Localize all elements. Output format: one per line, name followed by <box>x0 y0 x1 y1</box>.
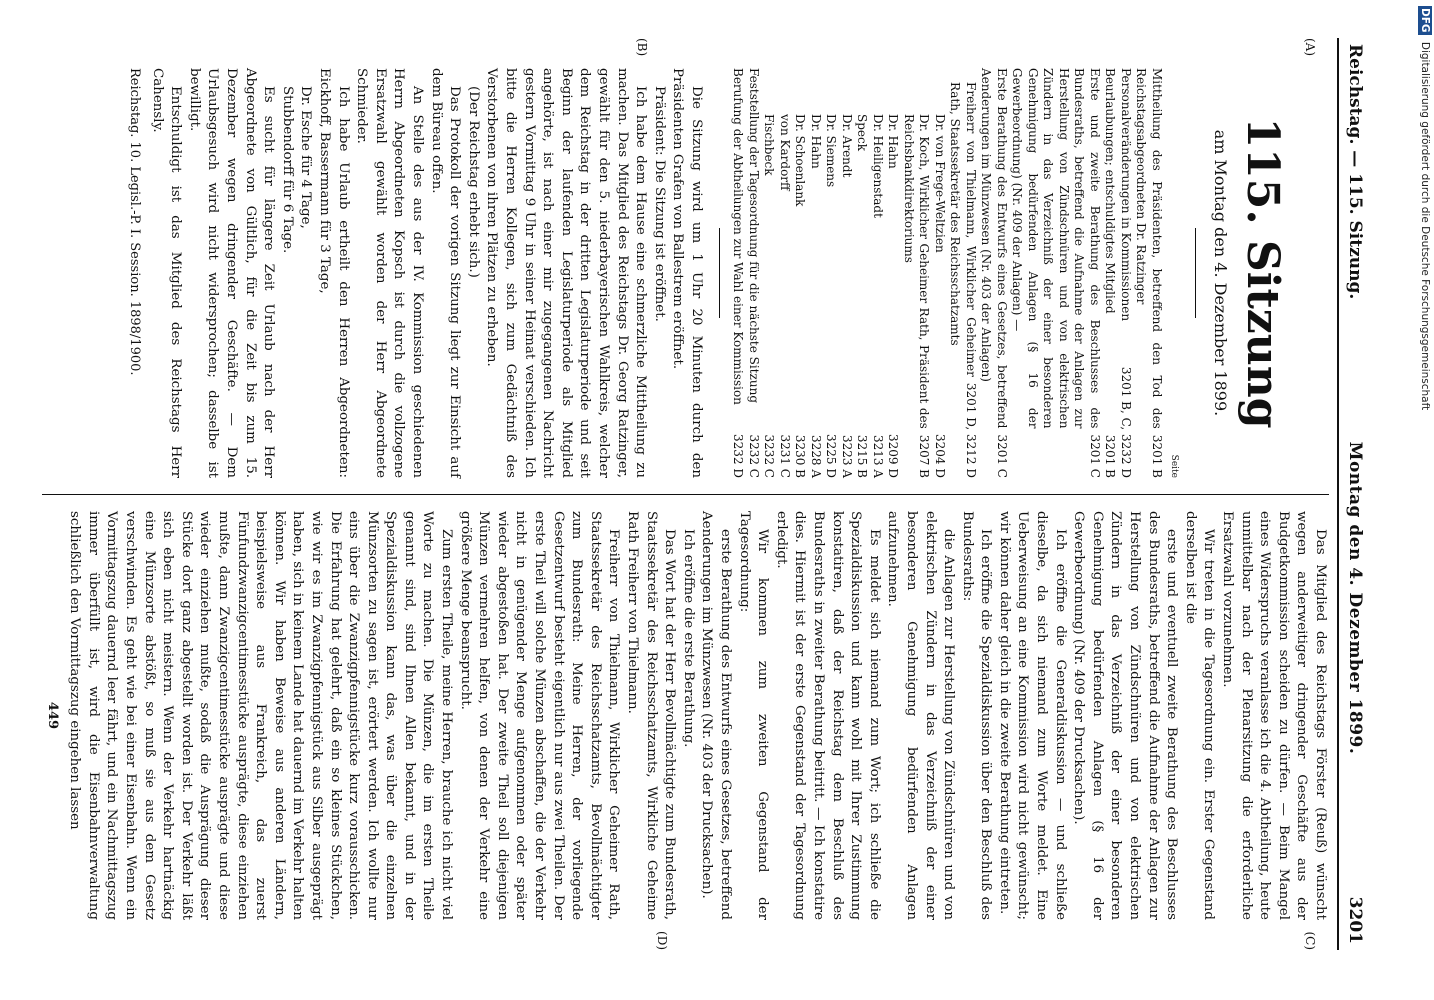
margin-marker-c: (C) <box>1303 931 1317 950</box>
toc-entry-title: von Kardorff <box>777 114 792 191</box>
dfg-logo: DFG <box>1419 8 1431 33</box>
toc-entry-page: 3201 C <box>994 434 1009 478</box>
toc-entry <box>1009 68 1102 478</box>
toc-entry <box>1133 68 1164 478</box>
toc-entry <box>823 68 839 478</box>
toc-entry-page: 3204 D <box>932 434 947 478</box>
toc-entry-page: 3209 D <box>886 434 901 478</box>
body-paragraph: Ich eröffne die Spezialdiskussion über den Beschluß des Bundesraths: <box>959 511 994 920</box>
body-paragraph: erste und eventuell zweite Berathung des Beschlusses des Bundesraths, betreffend die Aufnahme der Anlagen zur Herstellung von Zündschnüren und von elektrischen Zündern in das Verzeichniß der einer besonderen Genehmigung bedürfenden Anlagen (§ 16 der Gewerbeordnung) (Nr. 409 der Drucksachen). <box>1071 511 1180 920</box>
toc-entry-page: 3232 D <box>731 434 746 478</box>
body-paragraph: Dr. Esche für 4 Tage, <box>298 86 314 229</box>
toc-entry <box>1102 68 1118 478</box>
body-paragraph: Es meldet sich niemand zum Wort; ich schließe die Spezialdiskussion und kann wohl mit Ihrer Zustimmung konstatiren, daß der Reichstag dem Beschluß des Bundesraths in zweiter Berathung beitritt. — Ich konstatire dies. Hiermit ist der erste Gegenstand der Tagesordnung erledigt. <box>773 511 882 920</box>
page-header <box>1337 38 1365 950</box>
body-paragraph: Das Protokoll der vorigen Sitzung liegt zur Einsicht auf dem Büreau offen. <box>428 68 463 478</box>
body-paragraph: Das Mitglied des Reichstags Förster (Reuß) wünscht wegen anderweitiger dringender Geschäfte aus der Budgetkommission scheiden zu dürfen. — Beim Mangel eines Widerspruchs veranlasse ich die 4. Abtheilung, heute unmittelbar nach der Plenarsitzung die erforderliche Ersatzwahl vorzunehmen. <box>1220 511 1328 920</box>
body-paragraph: Entschuldigt ist das Mitglied des Reichstags Herr Cahensly. <box>149 68 184 478</box>
toc-entry-title: Mittheilung des Präsidenten, betreffend den Tod des Reichstagsabgeordneten Dr. Ratzinger <box>1134 68 1164 429</box>
toc-entry-title: Beurlaubungen; entschuldigtes Mitglied <box>1103 68 1118 314</box>
toc-entry <box>807 68 823 478</box>
right-column <box>42 494 1329 950</box>
toc-entry <box>838 68 854 478</box>
toc-entry-title: Dr. Schoenlank <box>793 114 808 207</box>
toc-entry-title: Freiherr von Thielmann, Wirklicher Geheimer Rath, Staatssekretär des Reichsschatzamts <box>948 82 978 377</box>
toc-entry-title: Dr. Heiligenstadt <box>870 114 885 218</box>
body-paragraph: Ich eröffne die erste Berathung. <box>680 529 696 748</box>
margin-marker-b: (B) <box>635 38 649 57</box>
toc-entry-title: Speck <box>855 114 870 151</box>
toc-entry-title: Erste Berathung des Entwurfs eines Gesetzes, betreffend Aenderungen im Münzwesen (Nr. 403 der Anlagen) <box>979 68 1009 429</box>
toc-entry-page: 3201 B <box>1149 434 1164 478</box>
toc-entry-page: 3225 D <box>824 434 839 478</box>
toc-divider <box>719 228 720 318</box>
toc-entry-title: Dr. Arendt <box>839 114 854 178</box>
toc-entry-page: 3232 C <box>762 434 777 478</box>
toc-entry-title: Berufung der Abtheilungen zur Wahl einer Kommission <box>731 68 746 405</box>
toc-seite-label: Seite <box>1169 454 1180 478</box>
session-title: 115. Sitzung <box>1237 117 1288 429</box>
toc-entry-title: Dr. Koch, Wirklicher Geheimer Rath, Präsident des Reichsbankdirektoriums <box>901 114 932 429</box>
toc-entry-title: Erste und zweite Berathung des Beschlusses des Bundesraths, betreffend die Aufnahme der Anlagen zur Herstellung von Zündschnüren und von elektrischen Zündern in das Verzeichniß der einer besonderen Genehmigung bedürfenden Anlagen (§ 16 der Gewerbeordnung) (Nr. 409 der Anlagen) — <box>1010 68 1102 429</box>
body-paragraph: Ich habe Urlaub ertheilt den Herren Abgeordneten: Eickhoff, Bassermann für 3 Tage, <box>317 68 351 478</box>
toc-entry <box>745 68 761 478</box>
header-center: Montag den 4. Dezember 1899. <box>1345 441 1365 755</box>
body-paragraph: Zum ersten Theile, meine Herren, brauche ich nicht viel Worte zu machen. Die Münzen, die im ersten Theile genannt sind, sind Ihnen Allen bekannt, und in der Spezialdiskussion kann das, was über die einzelnen Münzsorten zu sagen ist, erörtert werden. Ich wollte nur eins über die Zwanzigpfennigstücke kurz vorausschicken. Die Erfahrung hat gelehrt, daß ein so kleines Stückchen, wie wir es im Zwanzigpfennigstück aus Silber ausgeprägt haben, sich in keinem Lande hat dauernd im Verkehr halten können. Wir haben Beweise aus anderen Ländern, beispielsweise aus Frankreich, das zuerst Fünfundzwanzigcentimesstücke ausprägte, diese einziehen mußte, dann Zwanzigcentimesstücke ausprägte und diese wieder einziehen mußte, sodaß die Ausprägung dieser Stücke dort ganz abgestellt worden ist. Der Verkehr läßt sich eben nicht meistern. Wenn der Verkehr hartnäckig eine Münzsorte abstößt, so muß sie aus dem Gesetz verschwinden. Es geht wie bei einer Eisenbahn. Wenn ein Vormittagszug dauernd leer fährt, und ein Nachmittagszug immer überfüllt ist, wird die Eisenbahnverwaltung schließlich den Vormittagszug eingehen lassen <box>67 511 455 920</box>
toc-entry-page: 3201 C <box>1087 434 1102 478</box>
toc-entry <box>900 68 931 478</box>
sheet-number: 449 <box>44 701 60 730</box>
toc-entry <box>854 68 870 478</box>
toc-entry-page: 3232 C <box>746 434 761 478</box>
body-paragraph: Es sucht für längere Zeit Urlaub nach der Herr Abgeordnete von Gültlich, für die Zeit bis zum 15. Dezember wegen dringender Geschäfte. — Dem Urlaubsgesuch wird nicht widersprochen; dasselbe ist bewilligt. <box>186 68 277 478</box>
toc-entry <box>761 68 777 478</box>
toc-entry-page: 3207 B <box>917 434 932 478</box>
toc-entry-page: 3223 A <box>839 434 854 478</box>
toc-entry-title: Dr. Hahn <box>886 114 901 169</box>
toc-entry-page: 3201 B, C, 3232 D <box>1118 366 1133 478</box>
title-divider <box>1195 228 1196 318</box>
digitization-text: Digitalisierung gefördert durch die Deutsche Forschungsgemeinschaft <box>1419 41 1431 411</box>
toc-entry-title: Fischbeck <box>762 114 777 176</box>
toc-entry <box>931 68 947 478</box>
toc-entry-title: Dr. Siemens <box>824 114 839 188</box>
toc-entry-title: Feststellung der Tagesordnung für die nächste Sitzung <box>746 68 761 404</box>
toc-entry-page: 3228 A <box>808 434 823 478</box>
toc-entry-title: Dr. von Frege-Weltzien <box>932 114 947 253</box>
toc-entry <box>869 68 885 478</box>
body-paragraph: erste Berathung des Entwurfs eines Gesetzes, betreffend Aenderungen im Münzwesen (Nr. 403 der Drucksachen). <box>699 511 733 920</box>
toc-entry-page: 3201 B <box>1103 434 1118 478</box>
body-paragraph: (Der Reichstag erhebt sich.) <box>465 86 481 278</box>
left-column <box>42 38 1329 494</box>
body-paragraph: Wir kommen zum zweiten Gegenstand der Tagesordnung: <box>736 511 771 920</box>
document-page <box>0 4 1395 984</box>
body-paragraph: An Stelle des aus der IV. Kommission geschiedenen Herrn Abgeordneten Kopsch ist durch die vollzogene Ersatzwahl gewählt worden der Herr Abgeordnete Schmieder. <box>354 68 425 478</box>
toc-entry-page: 3231 C <box>777 434 792 478</box>
body-paragraph: Ich eröffne die Generaldiskussion — und schließe dieselbe, da sich niemand zum Worte meldet. Eine Ueberweisung an eine Kommission wird nicht gewünscht; wir können daher gleich in die zweite Berathung eintreten. <box>996 511 1068 920</box>
body-paragraph: Das Wort hat der Herr Bevollmächtigte zum Bundesrath, Staatssekretär des Reichsschatzamts, Wirkliche Geheime Rath Freiherr von Thielmann. <box>625 511 678 920</box>
two-column-body <box>42 38 1329 950</box>
left-paragraphs <box>147 68 705 478</box>
margin-marker-d: (D) <box>655 931 669 950</box>
session-subtitle: am Montag den 4. Dezember 1899. <box>1211 129 1230 417</box>
table-of-contents <box>730 68 1182 478</box>
digitization-note <box>1418 6 1432 726</box>
body-paragraph: Präsident: Die Sitzung ist eröffnet. <box>651 86 667 322</box>
body-paragraph: Die Sitzung wird um 1 Uhr 20 Minuten durch den Präsidenten Grafen von Ballestrem eröffnet. <box>670 68 704 478</box>
toc-entry-page: 3230 B <box>793 434 808 478</box>
toc-entry <box>792 68 808 478</box>
toc-entry-page: 3213 A <box>870 434 885 478</box>
toc-entry-page: 3215 B <box>855 434 870 478</box>
toc-entry <box>776 68 792 478</box>
toc-entry <box>947 68 978 478</box>
toc-entry <box>885 68 901 478</box>
margin-marker-a: (A) <box>1303 38 1317 57</box>
toc-entry-title: Personalveränderungen in Kommissionen <box>1118 68 1133 322</box>
toc-entry-page: 3201 D, 3212 D <box>963 382 978 478</box>
toc-entry-title: Dr. Hahn <box>808 114 823 169</box>
toc-entry <box>730 68 746 478</box>
page-footer: Reichstag. 10. Legisl.-P. I. Session. 1898/1900. <box>127 68 143 376</box>
body-paragraph: Wir treten in die Tagesordnung ein. Erster Gegenstand derselben ist die <box>1182 511 1217 920</box>
right-paragraphs <box>65 511 1329 920</box>
toc-rows <box>730 68 1164 478</box>
toc-entry <box>1117 68 1133 478</box>
body-paragraph: Stubbendorff für 6 Tage. <box>279 86 295 254</box>
toc-entry <box>978 68 1009 478</box>
header-page-number: 3201 <box>1345 896 1365 944</box>
body-paragraph: Ich habe dem Hause eine schmerzliche Mittheilung zu machen. Das Mitglied des Reichstags Dr. Georg Ratzinger, gewählt für den 5. niederbayerischen Wahlkreis, welcher dem Reichstag in der dritten Legislaturperiode und seit Beginn der laufenden Legislaturperiode als Mitglied angehörte, ist nach einer mir zugegangenen Nachricht gestern Vormittag 9 Uhr in seiner Heimat verschieden. Ich bitte die Herren Kollegen, sich zum Gedächtniß des Verstorbenen von ihren Plätzen zu erheben. <box>484 68 649 478</box>
body-paragraph: die Anlagen zur Herstellung von Zündschnüren und von elektrischen Zündern in das Verzeichniß der einer besonderen Genehmigung bedürfenden Anlagen aufzunehmen. <box>885 511 957 920</box>
header-left: Reichstag. — 115. Sitzung. <box>1345 44 1365 300</box>
body-paragraph: Freiherr von Thielmann, Wirklicher Geheimer Rath, Staatssekretär des Reichsschatzamts, Bevollmächtigter zum Bundesrath: Meine Herren, der vorliegende Gesetzentwurf besteht eigentlich nur aus zwei Theilen. Der erste Theil will solche Münzen abschaffen, die der Verkehr nicht in genügender Menge aufgenommen oder später wieder abgestoßen hat. Der zweite Theil soll diejenigen Münzen vermehren helfen, von denen der Verkehr eine größere Menge beansprucht. <box>457 511 622 920</box>
